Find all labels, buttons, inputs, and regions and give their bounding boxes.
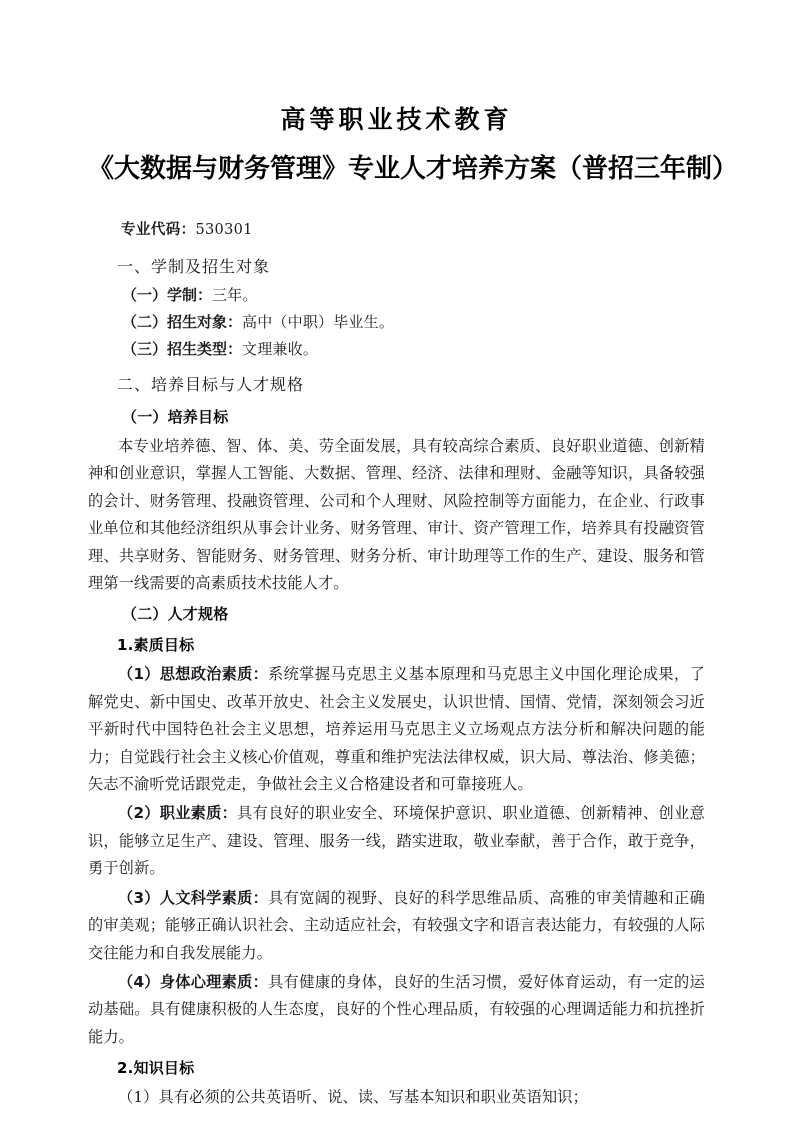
quality-item-political-label: （1）思想政治素质：: [118, 665, 269, 684]
enrollment-item-duration: [88, 282, 705, 309]
quality-item-vocational-text: 具有良好的职业安全、环境保护意识、职业道德、创新精神、创业意识，能够立足生产、建设、管理、服务一线，踏实进取，敬业奉献，善于合作，敢于竞争，勇于创新。: [88, 804, 705, 878]
quality-item-humanities-text: 具有宽阔的视野、良好的科学思维品质、高雅的审美情趣和正确的审美观；能够正确认识社会、主动适应社会，有较强文字和语言表达能力，有较强的人际交往能力和自我发展能力。: [88, 888, 705, 962]
enrollment-item-target: [88, 309, 705, 336]
quality-item-physical-text: 具有健康的身体，良好的生活习惯，爱好体育运动，有一定的运动基础。具有健康积极的人生态度，良好的个性心理品质，有较强的心理调适能力和抗挫折能力。: [88, 972, 705, 1046]
enrollment-item-target-value: 高中（中职）毕业生。: [242, 313, 395, 331]
knowledge-item-english: [88, 1082, 705, 1111]
quality-item-political: [88, 659, 705, 798]
paragraph-training-goal: 本专业培养德、智、体、美、劳全面发展，具有较高综合素质、良好职业道德、创新精神和创业意识，掌握人工智能、大数据、管理、经济、法律和理财、金融等知识，具备较强的会计、财务管理、投融资管理、公司和个人理财、风险控制等方面能力，在企业、行政事业单位和其他经济组织从事会计业务、财务管理、审计、资产管理工作，培养具有投融资管理、共享财务、智能财务、财务管理、财务分析、审计助理等工作的生产、建设、服务和管理第一线需要的高素质技术技能人才。: [88, 437, 705, 593]
enrollment-item-type-value: 文理兼收。: [242, 340, 319, 358]
quality-item-vocational: [88, 798, 705, 882]
document-content: [88, 0, 739, 1112]
subsection-heading-training-goal: （一）培养目标: [122, 408, 229, 426]
document-title-line2: 《大数据与财务管理》专业人才培养方案（普招三年制）: [88, 154, 739, 184]
quality-item-humanities-label: （3）人文科学素质：: [118, 888, 269, 907]
major-code-line: [88, 186, 705, 245]
group-heading-quality-goals: 1.素质目标: [117, 636, 195, 655]
knowledge-item-english-text: 具有必须的公共英语听、说、读、写基本知识和职业英语知识；: [158, 1088, 588, 1107]
enrollment-item-type-key: （三）招生类型：: [122, 340, 243, 358]
quality-item-physical: [88, 967, 705, 1051]
section-heading-two: 二、培养目标与人才规格: [117, 375, 305, 394]
quality-item-physical-label: （4）身体心理素质：: [118, 972, 269, 991]
group-heading-knowledge-goals: 2.知识目标: [117, 1059, 195, 1078]
enrollment-item-type: [88, 336, 705, 363]
quality-item-humanities: [88, 883, 705, 967]
quality-item-vocational-label: （2）职业素质：: [118, 804, 238, 823]
quality-item-political-text: 系统掌握马克思主义基本原理和马克思主义中国化理论成果，了解党史、新中国史、改革开放史、社会主义发展史，认识世情、国情、党情，深刻领会习近平新时代中国特色社会主义思想，培养运用马克思主义立场观点方法分析和解决问题的能力；自觉践行社会主义核心价值观，尊重和维护宪法法律权威，识大局、尊法治、修美德；矢志不渝听党话跟党走，争做社会主义合格建设者和可靠接班人。: [88, 665, 705, 794]
subsection-heading-talent-spec: （二）人才规格: [122, 605, 229, 624]
section-heading-one: 一、学制及招生对象: [117, 257, 271, 276]
document-title-line1: 高等职业技术教育: [280, 105, 513, 134]
major-code-value: 530301: [195, 222, 253, 238]
knowledge-item-english-label: （1）: [118, 1088, 159, 1107]
enrollment-item-target-key: （二）招生对象：: [122, 313, 243, 331]
enrollment-item-duration-key: （一）学制：: [122, 286, 213, 304]
enrollment-item-duration-value: 三年。: [212, 286, 258, 304]
major-code-label: 专业代码：: [121, 222, 196, 238]
